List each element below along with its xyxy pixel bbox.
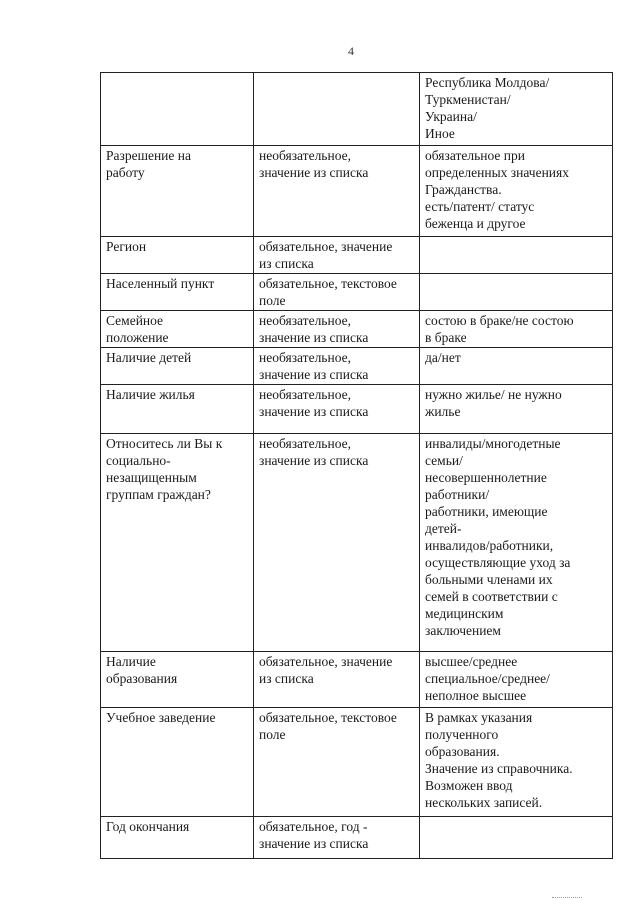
field-name: Населенный пункт	[106, 276, 215, 291]
values-cell	[420, 274, 613, 311]
requirement: необязательное, значение из списка	[259, 313, 369, 345]
table-row	[101, 385, 613, 434]
requirement: необязательное, значение из списка	[259, 148, 369, 180]
table-row	[101, 817, 613, 859]
field-name-cell	[101, 237, 254, 274]
field-name-cell	[101, 274, 254, 311]
table-row	[101, 708, 613, 817]
allowed-values: Республика Молдова/ Туркменистан/ Украина/ Иное	[425, 75, 550, 141]
requirement: необязательное, значение из списка	[259, 387, 369, 419]
field-name: Год окончания	[106, 819, 190, 834]
requirement: необязательное, значение из списка	[259, 436, 369, 468]
field-name-cell	[101, 385, 254, 434]
allowed-values: нужно жилье/ не нужно жилье	[425, 387, 562, 419]
field-name-cell	[101, 652, 254, 708]
field-name-cell	[101, 73, 254, 146]
allowed-values: В рамках указания полученного образования. Значение из справочника. Возможен ввод нескольких записей.	[425, 710, 573, 810]
allowed-values: высшее/среднее специальное/среднее/ неполное высшее	[425, 654, 550, 703]
values-cell	[420, 385, 613, 434]
values-cell	[420, 237, 613, 274]
requirement: обязательное, текстовое поле	[259, 276, 397, 308]
requirement-cell	[254, 434, 420, 652]
scan-artifact	[552, 897, 582, 899]
table-row	[101, 146, 613, 237]
field-name: Учебное заведение	[106, 710, 216, 725]
values-cell	[420, 146, 613, 237]
requirement-cell	[254, 237, 420, 274]
values-cell	[420, 817, 613, 859]
field-name-cell	[101, 817, 254, 859]
values-cell	[420, 348, 613, 385]
field-name: Наличие образования	[106, 654, 178, 686]
table-row	[101, 348, 613, 385]
values-cell	[420, 708, 613, 817]
allowed-values: инвалиды/многодетные семьи/ несовершеннолетние работники/ работники, имеющие детей- инвалидов/работники, осуществляющие уход за больными членами их семей в соответствии с медицинским заключением	[425, 436, 571, 638]
requirement-cell	[254, 652, 420, 708]
values-cell	[420, 652, 613, 708]
requirement: обязательное, год - значение из списка	[259, 819, 369, 851]
requirement-cell	[254, 274, 420, 311]
requirement-cell	[254, 385, 420, 434]
allowed-values: да/нет	[425, 350, 461, 365]
requirement: обязательное, значение из списка	[259, 654, 393, 686]
requirement-cell	[254, 146, 420, 237]
field-name-cell	[101, 146, 254, 237]
requirement-cell	[254, 817, 420, 859]
field-name: Наличие жилья	[106, 387, 195, 402]
table-row	[101, 434, 613, 652]
allowed-values: состою в браке/не состою в браке	[425, 313, 574, 345]
table-row	[101, 237, 613, 274]
table-row	[101, 652, 613, 708]
field-name-cell	[101, 311, 254, 348]
allowed-values: обязательное при определенных значениях Гражданства. есть/патент/ статус беженца и другое	[425, 148, 569, 231]
requirement-cell	[254, 708, 420, 817]
field-name: Наличие детей	[106, 350, 192, 365]
values-cell	[420, 434, 613, 652]
field-name-cell	[101, 708, 254, 817]
table-row	[101, 73, 613, 146]
requirement: обязательное, значение из списка	[259, 239, 393, 271]
field-name: Регион	[106, 239, 147, 254]
requirement-cell	[254, 73, 420, 146]
requirement: обязательное, текстовое поле	[259, 710, 397, 742]
field-name: Разрешение на работу	[106, 148, 191, 180]
values-cell	[420, 311, 613, 348]
requirement: необязательное, значение из списка	[259, 350, 369, 382]
values-cell	[420, 73, 613, 146]
field-name: Семейное положение	[106, 313, 169, 345]
table-row	[101, 311, 613, 348]
page-number: 4	[348, 44, 354, 58]
requirement-cell	[254, 311, 420, 348]
field-name-cell	[101, 348, 254, 385]
requirement-cell	[254, 348, 420, 385]
field-name-cell	[101, 434, 254, 652]
field-name: Относитесь ли Вы к социально- незащищенным группам граждан?	[106, 436, 223, 502]
fields-table	[100, 72, 613, 859]
table-row	[101, 274, 613, 311]
